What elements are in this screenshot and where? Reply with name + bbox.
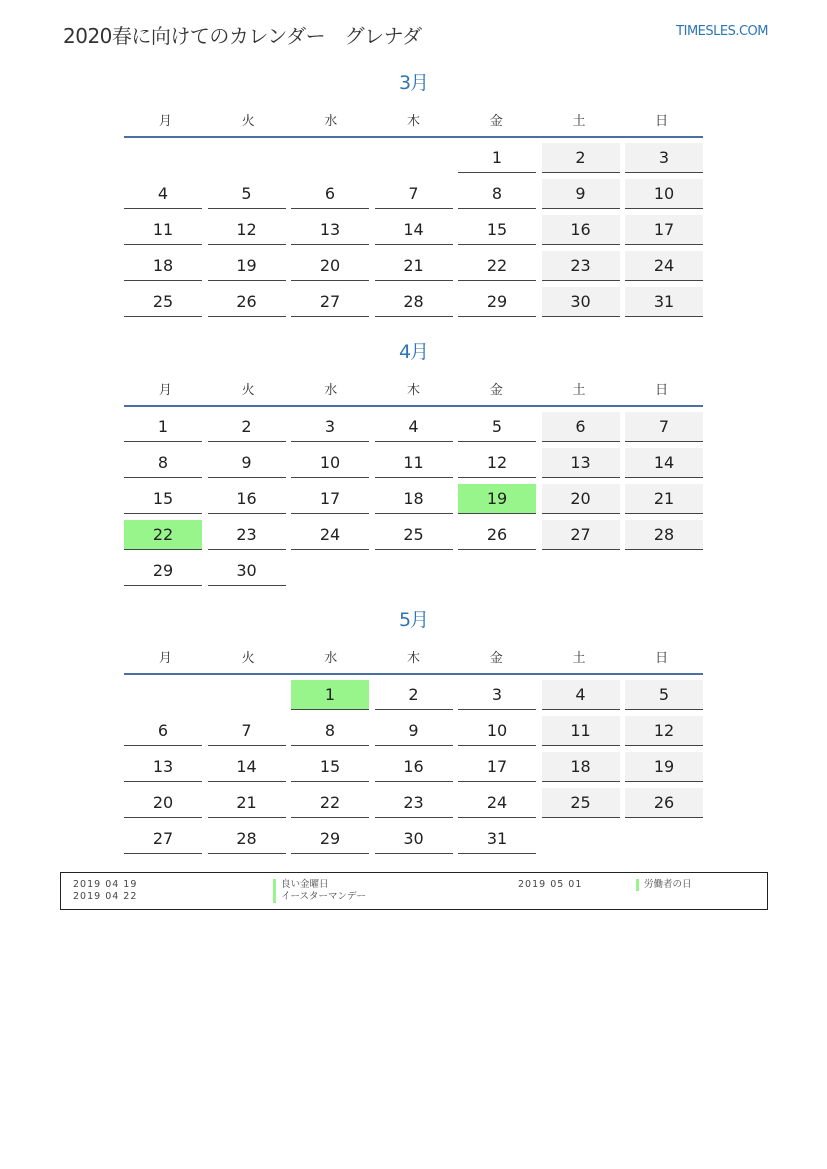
month-title: 5月 bbox=[398, 609, 429, 631]
empty-cell bbox=[124, 680, 202, 710]
weekday-label: 金 bbox=[489, 650, 503, 666]
legend-date: 2019 05 01 bbox=[518, 879, 583, 890]
day-cell[interactable]: 14 bbox=[208, 752, 286, 782]
day-cell[interactable]: 27 bbox=[124, 824, 202, 854]
day-cell[interactable]: 8 bbox=[291, 716, 369, 746]
day-cell[interactable]: 28 bbox=[625, 520, 703, 550]
day-cell[interactable]: 7 bbox=[375, 179, 453, 209]
day-cell[interactable]: 8 bbox=[458, 179, 536, 209]
weekday-label: 水 bbox=[324, 650, 338, 666]
weekday-label: 水 bbox=[324, 382, 338, 398]
weekday-label: 月 bbox=[158, 650, 172, 666]
holiday-legend bbox=[60, 872, 768, 910]
weekday-label: 日 bbox=[655, 382, 669, 398]
day-cell[interactable]: 11 bbox=[375, 448, 453, 478]
empty-cell bbox=[542, 824, 620, 854]
day-cell[interactable]: 2 bbox=[542, 143, 620, 173]
month-block bbox=[124, 339, 703, 592]
weekday-label: 土 bbox=[572, 113, 586, 129]
day-cell[interactable]: 23 bbox=[208, 520, 286, 550]
day-cell[interactable]: 13 bbox=[124, 752, 202, 782]
weekday-label: 土 bbox=[572, 650, 586, 666]
day-cell[interactable]: 5 bbox=[208, 179, 286, 209]
day-cell[interactable]: 17 bbox=[625, 215, 703, 245]
weekday-label: 火 bbox=[241, 113, 255, 129]
day-cell[interactable]: 11 bbox=[542, 716, 620, 746]
day-cell[interactable]: 4 bbox=[375, 412, 453, 442]
empty-cell bbox=[542, 556, 620, 586]
weekday-header bbox=[124, 373, 703, 403]
empty-cell bbox=[458, 556, 536, 586]
day-cell[interactable]: 28 bbox=[208, 824, 286, 854]
legend-right-dates bbox=[518, 879, 582, 891]
day-cell[interactable]: 25 bbox=[375, 520, 453, 550]
month-block bbox=[124, 607, 703, 860]
day-cell[interactable]: 30 bbox=[208, 556, 286, 586]
weekday-label: 火 bbox=[241, 650, 255, 666]
day-cell[interactable]: 19 bbox=[458, 484, 536, 514]
day-cell[interactable]: 3 bbox=[625, 143, 703, 173]
day-cell[interactable]: 25 bbox=[124, 287, 202, 317]
page-title: 2020春に向けてのカレンダー グレナダ bbox=[63, 24, 422, 48]
day-cell[interactable]: 19 bbox=[208, 251, 286, 281]
legend-right-names bbox=[636, 879, 692, 891]
day-cell[interactable]: 11 bbox=[124, 215, 202, 245]
day-cell[interactable]: 10 bbox=[291, 448, 369, 478]
day-cell[interactable]: 24 bbox=[458, 788, 536, 818]
day-cell[interactable]: 15 bbox=[458, 215, 536, 245]
day-cell[interactable]: 9 bbox=[375, 716, 453, 746]
day-cell[interactable]: 7 bbox=[208, 716, 286, 746]
day-cell[interactable]: 6 bbox=[291, 179, 369, 209]
weekday-label: 木 bbox=[407, 113, 421, 129]
weekday-label: 金 bbox=[489, 382, 503, 398]
header-divider bbox=[124, 136, 703, 138]
day-cell[interactable]: 15 bbox=[124, 484, 202, 514]
brand-link[interactable]: TIMESLES.COM bbox=[676, 24, 768, 39]
day-cell[interactable]: 26 bbox=[458, 520, 536, 550]
day-cell[interactable]: 28 bbox=[375, 287, 453, 317]
legend-holiday-name: 良い金曜日 bbox=[281, 879, 329, 890]
header-divider bbox=[124, 405, 703, 407]
weekday-label: 月 bbox=[158, 382, 172, 398]
day-cell[interactable]: 30 bbox=[542, 287, 620, 317]
day-cell[interactable]: 19 bbox=[625, 752, 703, 782]
day-cell[interactable]: 3 bbox=[458, 680, 536, 710]
day-cell[interactable]: 14 bbox=[375, 215, 453, 245]
day-grid bbox=[124, 412, 703, 592]
day-cell[interactable]: 2 bbox=[375, 680, 453, 710]
day-cell[interactable]: 27 bbox=[542, 520, 620, 550]
day-cell[interactable]: 25 bbox=[542, 788, 620, 818]
day-cell[interactable]: 10 bbox=[625, 179, 703, 209]
empty-cell bbox=[375, 556, 453, 586]
day-cell[interactable]: 30 bbox=[375, 824, 453, 854]
weekday-label: 日 bbox=[655, 650, 669, 666]
day-cell[interactable]: 26 bbox=[208, 287, 286, 317]
empty-cell bbox=[291, 556, 369, 586]
day-cell[interactable]: 8 bbox=[124, 448, 202, 478]
day-cell[interactable]: 14 bbox=[625, 448, 703, 478]
month-title: 3月 bbox=[398, 72, 429, 94]
day-cell[interactable]: 29 bbox=[458, 287, 536, 317]
day-cell[interactable]: 16 bbox=[375, 752, 453, 782]
legend-date: 2019 04 22 bbox=[73, 891, 138, 902]
day-cell[interactable]: 6 bbox=[542, 412, 620, 442]
legend-holiday-name: イースターマンデー bbox=[281, 891, 367, 902]
empty-cell bbox=[291, 143, 369, 173]
day-cell[interactable]: 21 bbox=[375, 251, 453, 281]
day-cell[interactable]: 31 bbox=[625, 287, 703, 317]
day-grid bbox=[124, 680, 703, 860]
day-cell[interactable]: 22 bbox=[124, 520, 202, 550]
weekday-label: 水 bbox=[324, 113, 338, 129]
month-title: 4月 bbox=[398, 341, 429, 363]
day-cell[interactable]: 9 bbox=[208, 448, 286, 478]
day-cell[interactable]: 20 bbox=[291, 251, 369, 281]
empty-cell bbox=[625, 824, 703, 854]
weekday-header bbox=[124, 641, 703, 671]
day-cell[interactable]: 17 bbox=[458, 752, 536, 782]
header-divider bbox=[124, 673, 703, 675]
day-cell[interactable]: 15 bbox=[291, 752, 369, 782]
day-cell[interactable]: 22 bbox=[291, 788, 369, 818]
day-cell[interactable]: 12 bbox=[625, 716, 703, 746]
weekday-header bbox=[124, 104, 703, 134]
weekday-label: 金 bbox=[489, 113, 503, 129]
day-cell[interactable]: 21 bbox=[625, 484, 703, 514]
weekday-label: 日 bbox=[655, 113, 669, 129]
empty-cell bbox=[375, 143, 453, 173]
day-cell[interactable]: 12 bbox=[208, 215, 286, 245]
day-cell[interactable]: 1 bbox=[124, 412, 202, 442]
day-cell[interactable]: 18 bbox=[542, 752, 620, 782]
empty-cell bbox=[124, 143, 202, 173]
day-cell[interactable]: 4 bbox=[124, 179, 202, 209]
legend-date: 2019 04 19 bbox=[73, 879, 138, 890]
day-cell[interactable]: 13 bbox=[542, 448, 620, 478]
day-cell[interactable]: 6 bbox=[124, 716, 202, 746]
day-cell[interactable]: 10 bbox=[458, 716, 536, 746]
day-cell[interactable]: 17 bbox=[291, 484, 369, 514]
day-cell[interactable]: 22 bbox=[458, 251, 536, 281]
day-cell[interactable]: 12 bbox=[458, 448, 536, 478]
day-cell[interactable]: 1 bbox=[291, 680, 369, 710]
empty-cell bbox=[208, 143, 286, 173]
day-cell[interactable]: 3 bbox=[291, 412, 369, 442]
day-cell[interactable]: 16 bbox=[542, 215, 620, 245]
day-cell[interactable]: 7 bbox=[625, 412, 703, 442]
day-cell[interactable]: 13 bbox=[291, 215, 369, 245]
day-cell[interactable]: 23 bbox=[375, 788, 453, 818]
legend-holiday-name: 労働者の日 bbox=[644, 879, 692, 890]
weekday-label: 月 bbox=[158, 113, 172, 129]
weekday-label: 木 bbox=[407, 382, 421, 398]
day-cell[interactable]: 21 bbox=[208, 788, 286, 818]
empty-cell bbox=[208, 680, 286, 710]
day-cell[interactable]: 2 bbox=[208, 412, 286, 442]
weekday-label: 土 bbox=[572, 382, 586, 398]
weekday-label: 火 bbox=[241, 382, 255, 398]
legend-left-dates bbox=[73, 879, 137, 903]
day-cell[interactable]: 5 bbox=[625, 680, 703, 710]
day-cell[interactable]: 24 bbox=[625, 251, 703, 281]
day-cell[interactable]: 4 bbox=[542, 680, 620, 710]
empty-cell bbox=[625, 556, 703, 586]
day-cell[interactable]: 1 bbox=[458, 143, 536, 173]
month-block bbox=[124, 70, 703, 323]
weekday-label: 木 bbox=[407, 650, 421, 666]
day-cell[interactable]: 26 bbox=[625, 788, 703, 818]
day-cell[interactable]: 31 bbox=[458, 824, 536, 854]
day-cell[interactable]: 24 bbox=[291, 520, 369, 550]
day-cell[interactable]: 20 bbox=[542, 484, 620, 514]
day-cell[interactable]: 16 bbox=[208, 484, 286, 514]
day-cell[interactable]: 5 bbox=[458, 412, 536, 442]
day-cell[interactable]: 20 bbox=[124, 788, 202, 818]
day-cell[interactable]: 18 bbox=[375, 484, 453, 514]
day-cell[interactable]: 18 bbox=[124, 251, 202, 281]
day-cell[interactable]: 27 bbox=[291, 287, 369, 317]
legend-left-names bbox=[273, 879, 366, 903]
day-cell[interactable]: 9 bbox=[542, 179, 620, 209]
day-cell[interactable]: 23 bbox=[542, 251, 620, 281]
day-grid bbox=[124, 143, 703, 323]
day-cell[interactable]: 29 bbox=[124, 556, 202, 586]
day-cell[interactable]: 29 bbox=[291, 824, 369, 854]
